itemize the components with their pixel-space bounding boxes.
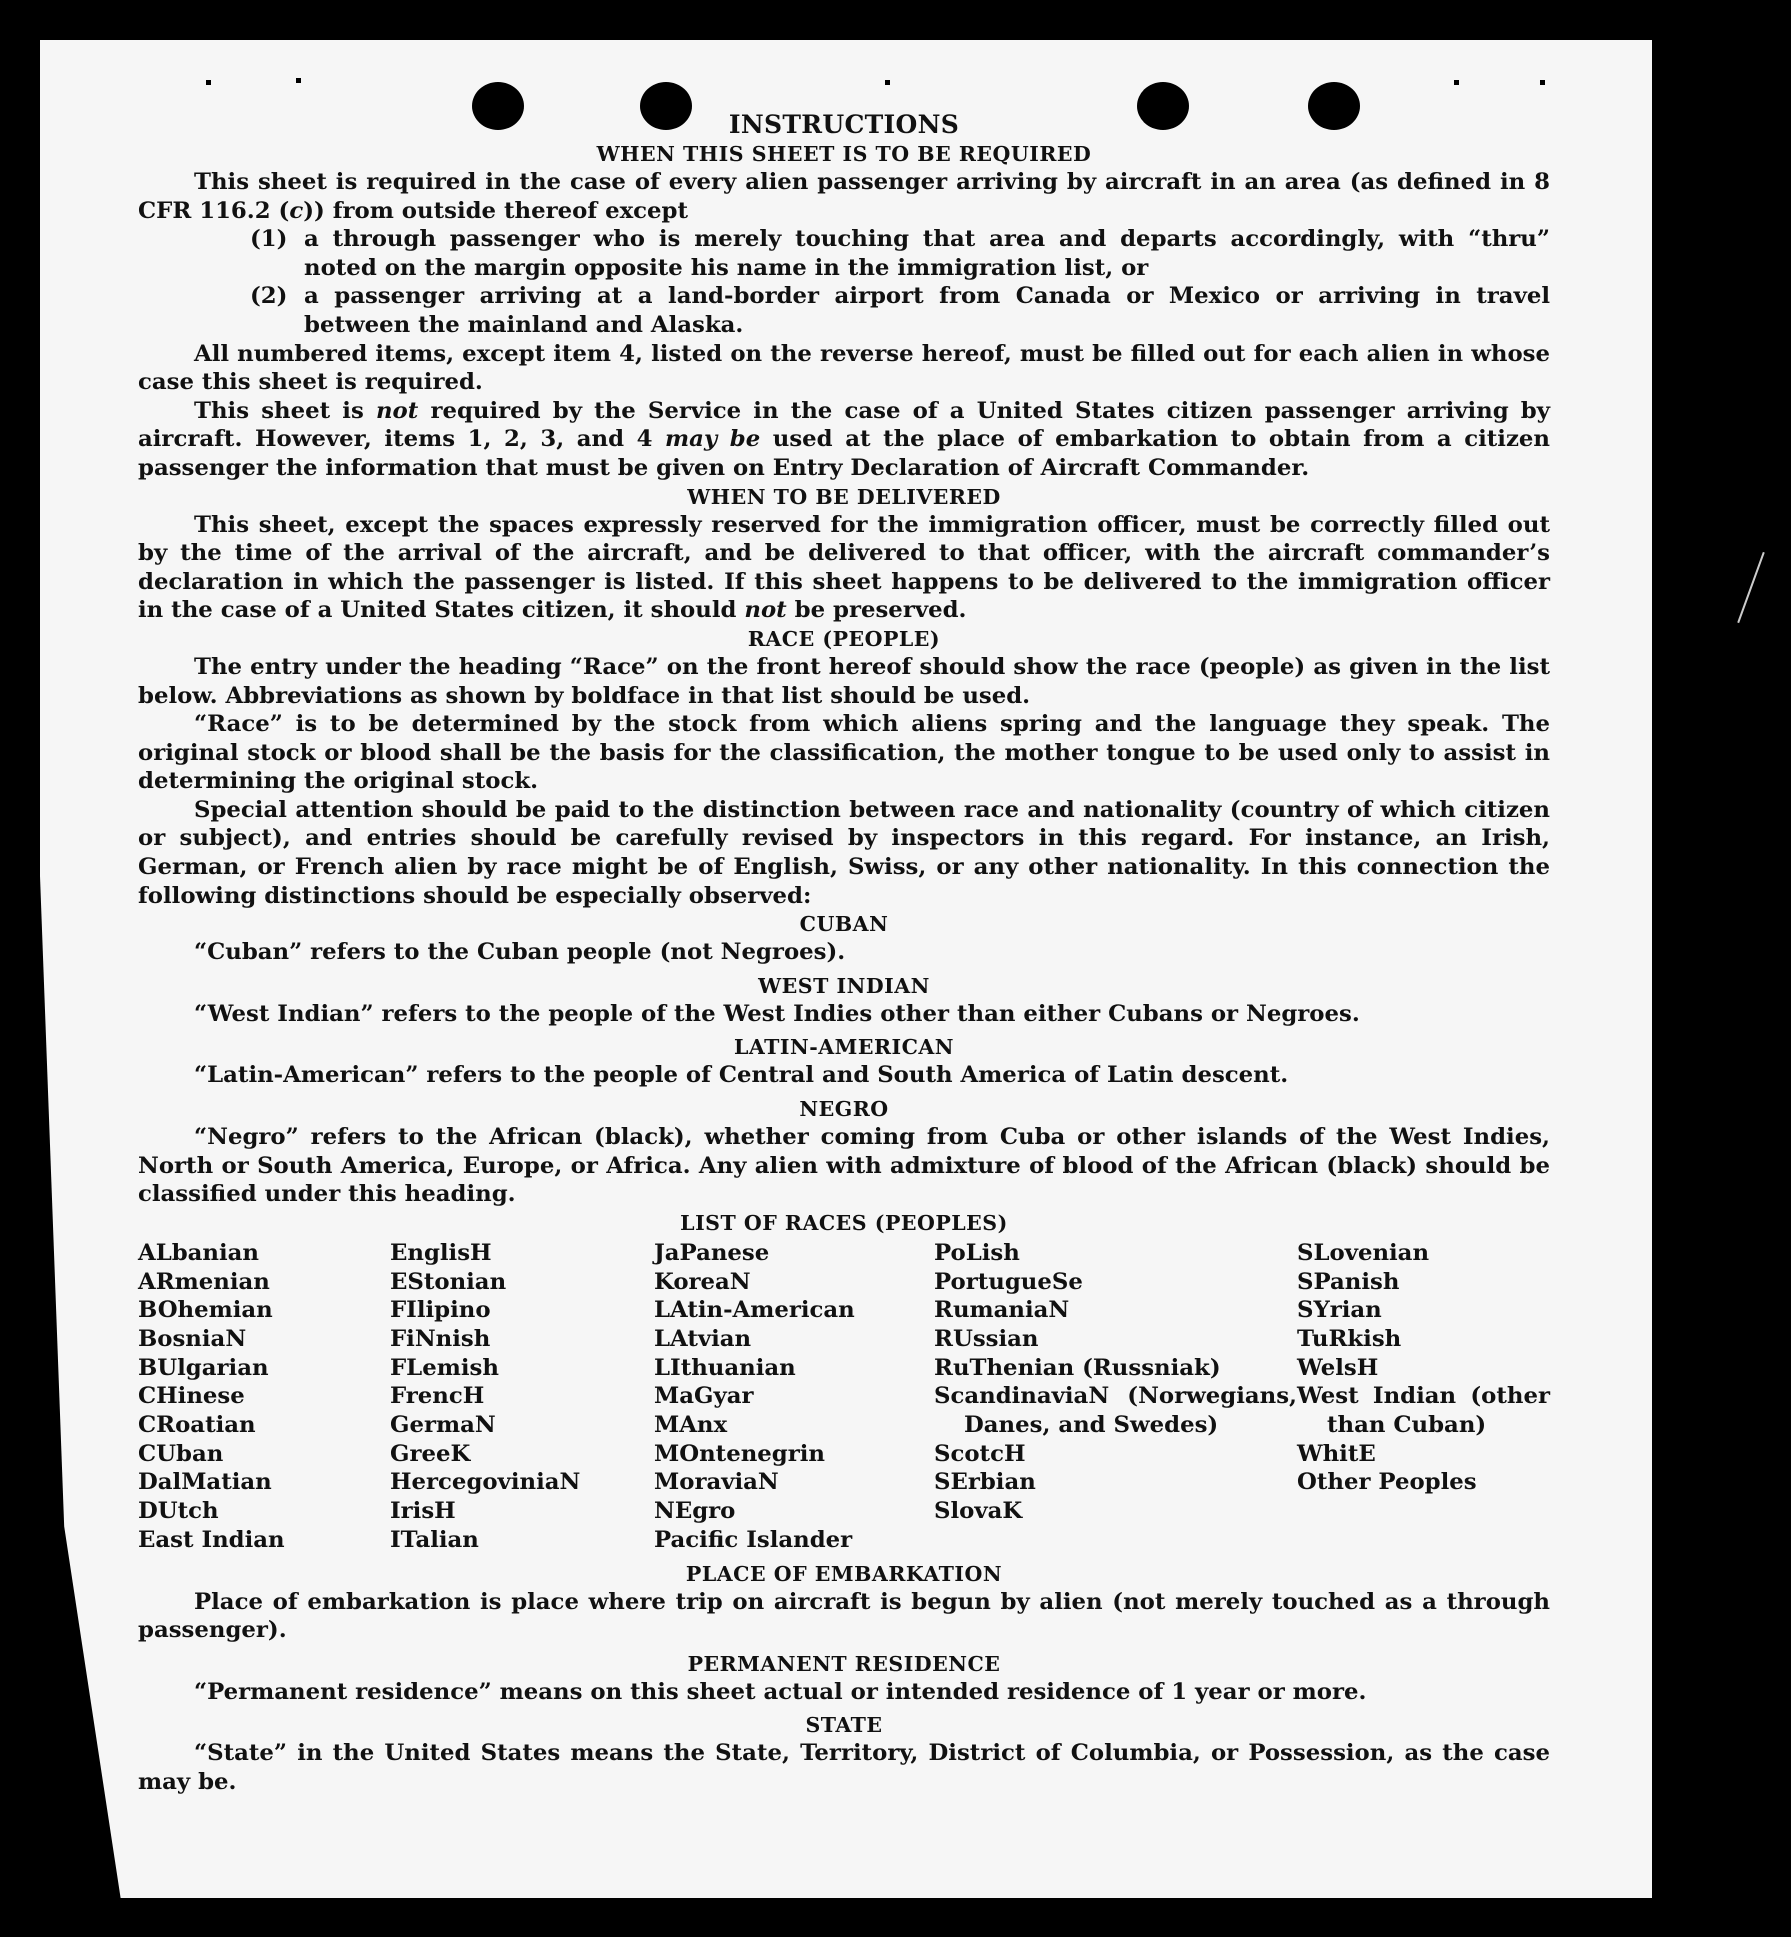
race-entry: PortugueSe [934, 1268, 1083, 1295]
paragraph: “West Indian” refers to the people of the West Indies other than either Cubans or Negroes. [194, 1000, 1360, 1027]
paragraph: “Negro” refers to the African (black), whether coming from Cuba or other islands of the West Indies, North or South America, Europe, or Africa. Any alien with admixture of blood of the African (black) should be classified under this heading. [138, 1124, 1550, 1208]
race-entry: RumaniaN [934, 1297, 1070, 1324]
races-list [138, 1239, 1550, 1555]
race-entry: RuThenian (Russniak) [934, 1354, 1221, 1381]
paragraph: This sheet, except the spaces expressly reserved for the immigration officer, must be correctly filled out by the time of the arrival of the aircraft, and be delivered to that officer, with the aircraft commander’s declaration in which the passenger is listed. If this sheet happens to be delivered to the immigration officer in the case of a United States citizen, it should not be preserved. [138, 511, 1550, 624]
race-entry: ScotcH [934, 1440, 1026, 1467]
race-entry: MoraviaN [654, 1469, 779, 1496]
paragraph: The entry under the heading “Race” on the front hereof should show the race (people) as given in the list below. Abbreviations as shown by boldface in that list should be used. [138, 653, 1550, 709]
race-entry: JaPanese [654, 1239, 770, 1266]
race-entry: FIlipino [390, 1297, 491, 1324]
races-column [390, 1239, 654, 1555]
race-entry: ALbanian [138, 1239, 260, 1266]
race-entry: East Indian [138, 1526, 285, 1553]
section-heading: CUBAN [799, 912, 889, 937]
race-entry: DalMatian [138, 1469, 272, 1496]
page-title: INSTRUCTIONS [728, 110, 960, 139]
section-heading: WEST INDIAN [758, 973, 930, 998]
paragraph: This sheet is not required by the Service in the case of a United States citizen passenger arriving by aircraft. However, items 1, 2, 3, and 4 may be used at the place of embarkation to obtain from a citizen passenger the information that must be given on Entry Declaration of Aircraft Commander. [138, 397, 1550, 481]
race-entry: Other Peoples [1297, 1469, 1477, 1496]
list-item: (2) a passenger arriving at a land-border airport from Canada or Mexico or arriving in travel between the mainland and Alaska. [250, 283, 1550, 338]
instructions-text [138, 110, 1550, 1797]
race-entry: CUban [138, 1440, 224, 1467]
paragraph: Place of embarkation is place where trip on aircraft is begun by alien (not merely touched as a through passenger). [138, 1588, 1550, 1644]
race-entry: CHinese [138, 1383, 245, 1410]
race-entry: IrisH [390, 1498, 456, 1525]
race-entry: SPanish [1297, 1268, 1400, 1295]
paragraph: Special attention should be paid to the distinction between race and nationality (country of which citizen or subject), and entries should be carefully revised by inspectors in this regard. For instance, an Irish, German, or French alien by race might be of English, Swiss, or any other nationality. In this connection the following distinctions should be especially observed: [138, 796, 1550, 909]
race-entry: FrencH [390, 1383, 485, 1410]
speck [1454, 80, 1459, 85]
speck [206, 80, 211, 85]
paragraph: This sheet is required in the case of every alien passenger arriving by aircraft in an area (as defined in 8 CFR 116.2 (c)) from outside thereof except [138, 169, 1550, 224]
races-column [654, 1239, 934, 1555]
race-entry: MaGyar [654, 1383, 754, 1410]
race-entry: DUtch [138, 1498, 219, 1525]
section-heading: WHEN THIS SHEET IS TO BE REQUIRED [596, 142, 1092, 166]
race-entry: KoreaN [654, 1268, 751, 1295]
race-entry: SlovaK [934, 1498, 1023, 1525]
race-entry: ITalian [390, 1526, 479, 1553]
race-entry: CRoatian [138, 1412, 256, 1439]
section-heading: LATIN-AMERICAN [733, 1035, 955, 1060]
section-heading: WHEN TO BE DELIVERED [687, 484, 1001, 509]
race-entry: BOhemian [138, 1297, 273, 1324]
speck [885, 80, 890, 85]
race-entry: MAnx [654, 1412, 728, 1439]
race-entry: FLemish [390, 1354, 499, 1381]
paragraph: “Permanent residence” means on this sheet actual or intended residence of 1 year or more. [194, 1678, 1367, 1705]
race-entry: BosniaN [138, 1325, 247, 1352]
races-column [138, 1239, 390, 1555]
scan-mark [1737, 552, 1765, 623]
race-entry: EnglisH [390, 1239, 492, 1266]
races-column [1297, 1239, 1550, 1555]
list-item: (1) a through passenger who is merely touching that area and departs accordingly, with “thru” noted on the margin opposite his name in the immigration list, or [250, 226, 1550, 281]
race-entry: SYrian [1297, 1297, 1382, 1324]
section-heading: NEGRO [799, 1097, 889, 1122]
race-entry: HercegoviniaN [390, 1469, 581, 1496]
section-heading: RACE (PEOPLE) [747, 626, 941, 651]
races-column [934, 1239, 1297, 1555]
race-entry: SLovenian [1297, 1239, 1430, 1266]
paragraph: “Race” is to be determined by the stock from which aliens spring and the language they speak. The original stock or blood shall be the basis for the classification, the mother tongue to be used only to assist in determining the original stock. [138, 711, 1550, 795]
race-entry: EStonian [390, 1268, 507, 1295]
race-entry: PoLish [934, 1239, 1020, 1266]
paragraph: “State” in the United States means the State, Territory, District of Columbia, or Possession, as the case may be. [138, 1740, 1550, 1795]
race-entry: GermaN [390, 1412, 496, 1439]
race-entry: GreeK [390, 1440, 471, 1467]
race-entry: MOntenegrin [654, 1440, 825, 1467]
race-entry: SErbian [934, 1469, 1036, 1496]
race-entry: ScandinaviaN (Norwegians, Danes, and Swedes) [934, 1383, 1297, 1439]
paragraph: “Latin-American” refers to the people of Central and South America of Latin descent. [194, 1062, 1289, 1089]
race-entry: RUssian [934, 1325, 1039, 1352]
section-heading: PLACE OF EMBARKATION [685, 1561, 1003, 1586]
section-heading: STATE [805, 1713, 883, 1738]
race-entry: West Indian (other than Cuban) [1297, 1383, 1550, 1439]
race-entry: BUlgarian [138, 1354, 269, 1381]
race-entry: WelsH [1297, 1354, 1379, 1381]
speck [296, 78, 301, 83]
race-entry: NEgro [654, 1498, 736, 1525]
race-entry: FiNnish [390, 1325, 491, 1352]
paragraph: “Cuban” refers to the Cuban people (not Negroes). [194, 939, 846, 966]
section-heading: LIST OF RACES (PEOPLES) [680, 1210, 1008, 1235]
paragraph: All numbered items, except item 4, listed on the reverse hereof, must be filled out for each alien in whose case this sheet is required. [138, 340, 1550, 396]
section-heading: PERMANENT RESIDENCE [687, 1651, 1001, 1676]
race-entry: LAtin-American [654, 1297, 855, 1324]
speck [1540, 80, 1545, 85]
race-entry: WhitE [1297, 1440, 1376, 1467]
race-entry: LIthuanian [654, 1354, 796, 1381]
race-entry: Pacific Islander [654, 1526, 853, 1553]
race-entry: TuRkish [1297, 1325, 1402, 1352]
race-entry: ARmenian [138, 1268, 270, 1295]
race-entry: LAtvian [654, 1325, 752, 1352]
